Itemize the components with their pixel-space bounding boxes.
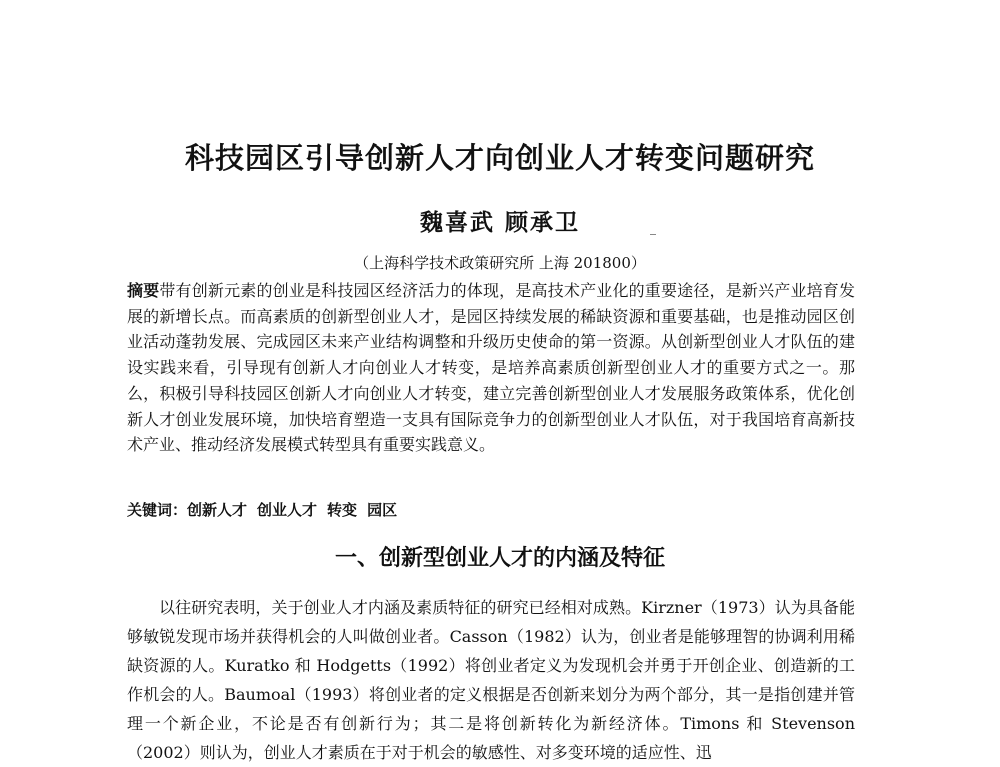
- keyword-item: 创新人才: [187, 501, 248, 519]
- abstract-label: 摘要: [127, 281, 160, 300]
- paper-title: 科技园区引导创新人才向创业人才转变问题研究: [184, 141, 815, 175]
- abstract: [127, 278, 855, 458]
- keyword-item: 转变: [327, 501, 358, 519]
- paper-authors: 魏喜武 顾承卫: [419, 209, 580, 236]
- author-affiliation: （上海科学技术政策研究所 上海 201800）: [354, 254, 646, 272]
- scan-mark: [650, 234, 656, 235]
- abstract-text: 带有创新元素的创业是科技园区经济活力的体现，是高技术产业化的重要途径，是新兴产业培育发展的新增长点。而高素质的创新型创业人才，是园区持续发展的稀缺资源和重要基础，也是推动园区创业活动蓬勃发展、完成园区未来产业结构调整和升级历史使命的第一资源。从创新型创业人才队伍的建设实践来看，引导现有创新人才向创业人才转变，是培养高素质创新型创业人才的重要方式之一。那么，积极引导科技园区创新人才向创业人才转变，建立完善创新型创业人才发展服务政策体系，优化创新人才创业发展环境，加快培育塑造一支具有国际竞争力的创新型创业人才队伍，对于我国培育高新技术产业、推动经济发展模式转型具有重要实践意义。: [127, 281, 855, 455]
- body-paragraph: 以往研究表明，关于创业人才内涵及素质特征的研究已经相对成熟。Kirzner（1973）认为具备能够敏锐发现市场并获得机会的人叫做创业者。Casson（1982）认为，创业者是能够理智的协调利用稀缺资源的人。Kuratko 和 Hodgetts（1992）将创业者定义为发现机会并勇于开创企业、创造新的工作机会的人。Baumoal（1993）将创业者的定义根据是否创新来划分为两个部分，其一是指创建并管理一个新企业，不论是否有创新行为；其二是将创新转化为新经济体。Timons 和 Stevenson（2002）则认为，创业人才素质在于对于机会的敏感性、对多变环境的适应性、迅: [127, 598, 855, 762]
- section-heading: 一、创新型创业人才的内涵及特征: [334, 546, 665, 571]
- keyword-item: 创业人才: [257, 501, 318, 519]
- keyword-item: 园区: [367, 501, 398, 519]
- keywords-label: 关键词：: [127, 501, 188, 519]
- keywords: [127, 499, 855, 520]
